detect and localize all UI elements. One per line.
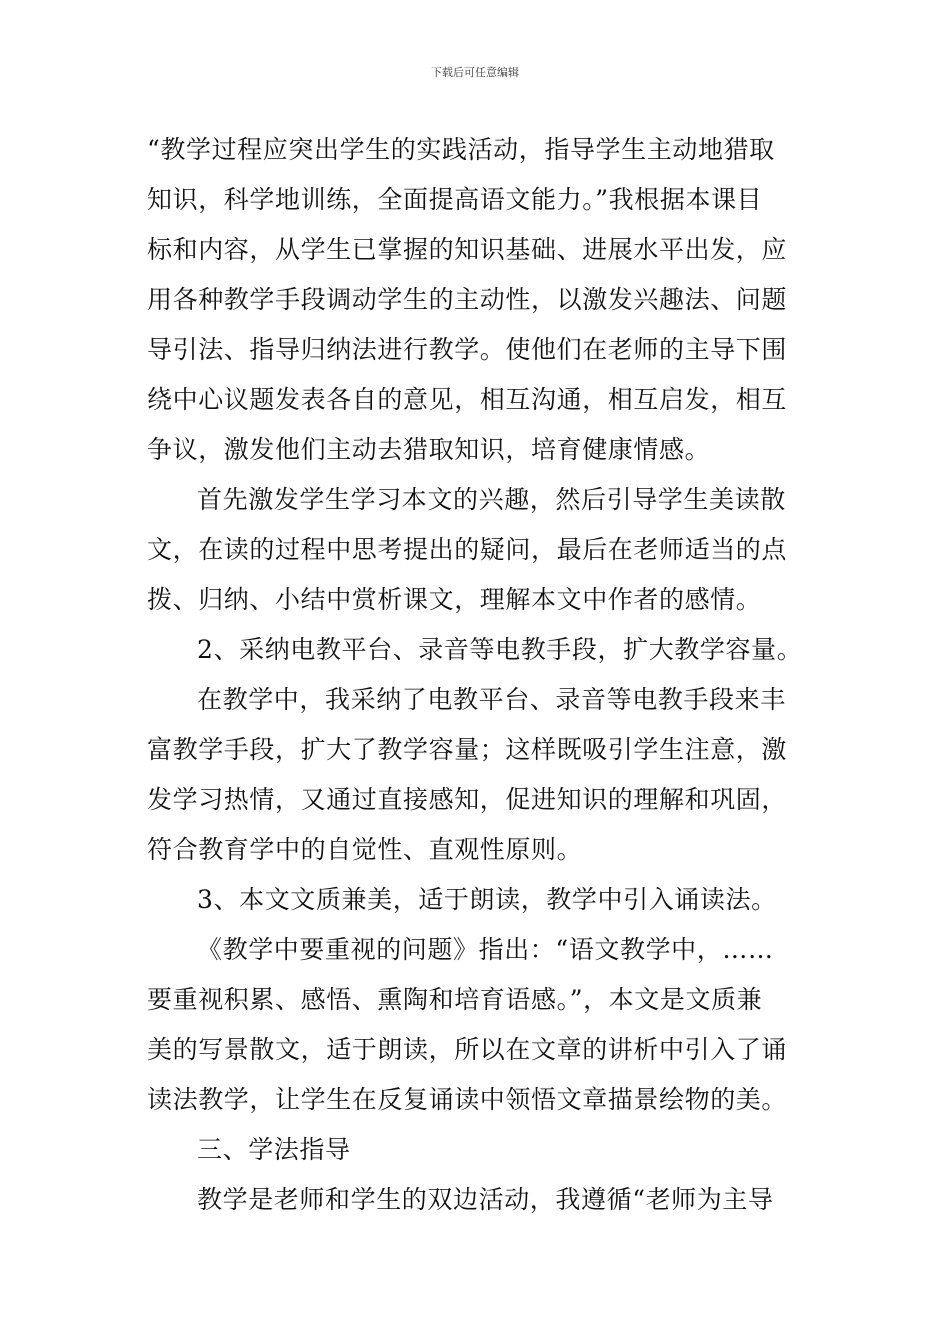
paragraph-bilateral-activity	[147, 1175, 807, 1225]
text-line: 教学是老师和学生的双边活动，我遵循“老师为主导	[197, 1185, 774, 1214]
text-line: 拨、归纳、小结中赏析课文，理解本文中作者的感情。	[147, 585, 762, 614]
text-line: 导引法、指导归纳法进行教学。使他们在老师的主导下围	[147, 335, 788, 364]
text-line: 首先激发学生学习本文的兴趣，然后引导学生美读散	[197, 485, 786, 514]
section-heading-2	[147, 625, 807, 675]
text-line: 读法教学，让学生在反复诵读中领悟文章描景绘物的美。	[147, 1085, 788, 1114]
text-line: 美的写景散文，适于朗读，所以在文章的讲析中引入了诵	[147, 1035, 788, 1064]
text-line: 文，在读的过程中思考提出的疑问，最后在老师适当的点	[147, 535, 788, 564]
paragraph-recitation	[147, 925, 807, 1125]
paragraph-first-stimulate	[147, 475, 807, 625]
page-header: 下载后可任意编辑	[431, 66, 519, 79]
text-line: 用各种教学手段调动学生的主动性，以激发兴趣法、问题	[147, 285, 788, 314]
text-line: 要重视积累、感悟、熏陶和培育语感。”，本文是文质兼	[147, 985, 763, 1014]
text-line: 在教学中，我采纳了电教平台、录音等电教手段来丰	[197, 685, 786, 714]
text-line: 知识，科学地训练，全面提高语文能力。”我根据本课目	[147, 185, 763, 214]
text-line: 绕中心议题发表各自的意见，相互沟通，相互启发，相互	[147, 385, 788, 414]
paragraph-teaching-approach	[147, 125, 807, 475]
text-line: 争议，激发他们主动去猎取知识，培育健康情感。	[147, 435, 711, 464]
text-line: 《教学中要重视的问题》指出：“语文教学中，……	[197, 935, 774, 964]
text-line: 标和内容，从学生已掌握的知识基础、进展水平出发，应	[147, 235, 788, 264]
text-line: 3、本文文质兼美，适于朗读，教学中引入诵读法。	[197, 885, 777, 914]
text-line: 发学习热情，又通过直接感知，促进知识的理解和巩固，	[147, 785, 788, 814]
document-body	[147, 125, 807, 1225]
text-line: 符合教育学中的自觉性、直观性原则。	[147, 835, 583, 864]
text-line: 三、学法指导	[197, 1135, 351, 1164]
text-line: 富教学手段，扩大了教学容量；这样既吸引学生注意，激	[147, 735, 788, 764]
text-line: 2、采纳电教平台、录音等电教手段，扩大教学容量。	[197, 635, 803, 664]
paragraph-multimedia	[147, 675, 807, 875]
text-line: “教学过程应突出学生的实践活动，指导学生主动地猎取	[147, 135, 775, 164]
section-heading-3	[147, 875, 807, 925]
section-heading-learning-method	[147, 1125, 807, 1175]
